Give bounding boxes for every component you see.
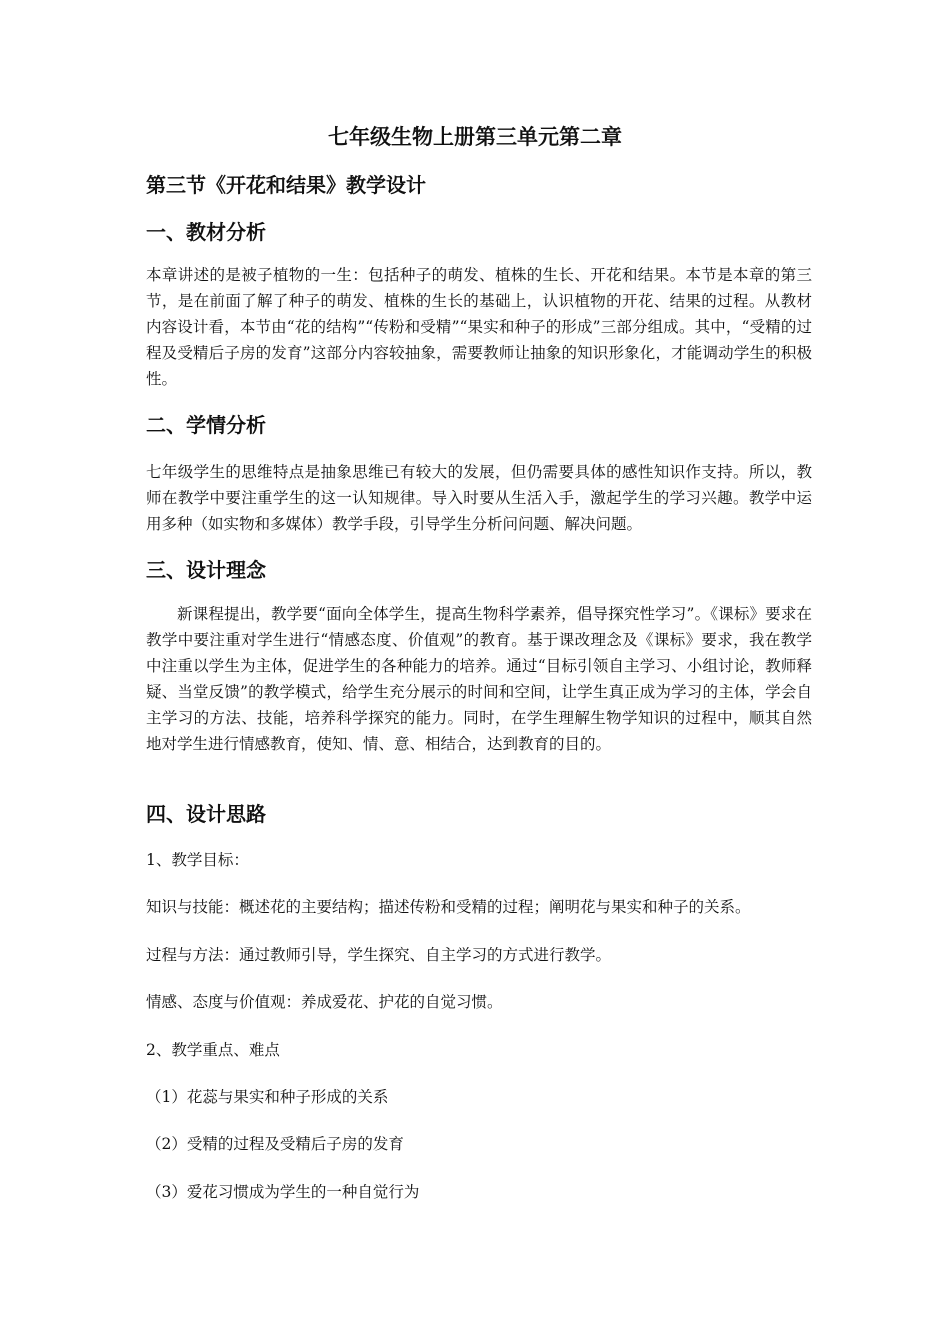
paragraph-design-concept: 新课程提出，教学要“面向全体学生，提高生物科学素养，倡导探究性学习”。《课标》要求在教学中要注重对学生进行“情感态度、价值观”的教育。基于课改理念及《课标》要求，我在教学中注重以学生为主体，促进学生的各种能力的培养。通过“目标引领自主学习、小组讨论，教师释疑、当堂反馈”的教学模式，给学生充分展示的时间和空间，让学生真正成为学习的主体，学会自主学习的方法、技能，培养科学探究的能力。同时，在学生理解生物学知识的过程中，顺其自然地对学生进行情感教育，使知、情、意、相结合，达到教育的目的。 bbox=[146, 605, 812, 753]
key-points-label: 2、教学重点、难点 bbox=[146, 1041, 280, 1059]
goal-process-methods: 过程与方法：通过教师引导，学生探究、自主学习的方式进行教学。 bbox=[146, 946, 612, 964]
document-subtitle: 第三节《开花和结果》教学设计 bbox=[146, 173, 426, 197]
key-point-item: （1）花蕊与果实和种子形成的关系 bbox=[146, 1088, 389, 1106]
key-point-item: （2）受精的过程及受精后子房的发育 bbox=[146, 1135, 404, 1153]
paragraph-material-analysis: 本章讲述的是被子植物的一生：包括种子的萌发、植株的生长、开花和结果。本节是本章的第三节，是在前面了解了种子的萌发、植株的生长的基础上，认识植物的开花、结果的过程。从教材内容设计看，本节由“花的结构”“传粉和受精”“果实和种子的形成”三部分组成。其中，“受精的过程及受精后子房的发育”这部分内容较抽象，需要教师让抽象的知识形象化，才能调动学生的积极性。 bbox=[146, 266, 812, 388]
section-heading-student-analysis: 二、学情分析 bbox=[146, 413, 266, 437]
document-title: 七年级生物上册第三单元第二章 bbox=[328, 124, 622, 149]
teaching-goals-label: 1、教学目标： bbox=[146, 851, 249, 869]
paragraph-student-analysis: 七年级学生的思维特点是抽象思维已有较大的发展，但仍需要具体的感性知识作支持。所以，教师在教学中要注重学生的这一认知规律。导入时要从生活入手，激起学生的学习兴趣。教学中运用多种（如实物和多媒体）教学手段，引导学生分析问问题、解决问题。 bbox=[146, 463, 812, 533]
goal-emotion-values: 情感、态度与价值观：养成爱花、护花的自觉习惯。 bbox=[146, 993, 503, 1011]
section-heading-design-concept: 三、设计理念 bbox=[146, 558, 266, 582]
goal-knowledge-skills: 知识与技能：概述花的主要结构；描述传粉和受精的过程；阐明花与果实和种子的关系。 bbox=[146, 898, 751, 916]
section-heading-design-idea: 四、设计思路 bbox=[146, 802, 266, 826]
section-heading-material-analysis: 一、教材分析 bbox=[146, 220, 266, 244]
key-point-item: （3）爱花习惯成为学生的一种自觉行为 bbox=[146, 1183, 420, 1201]
